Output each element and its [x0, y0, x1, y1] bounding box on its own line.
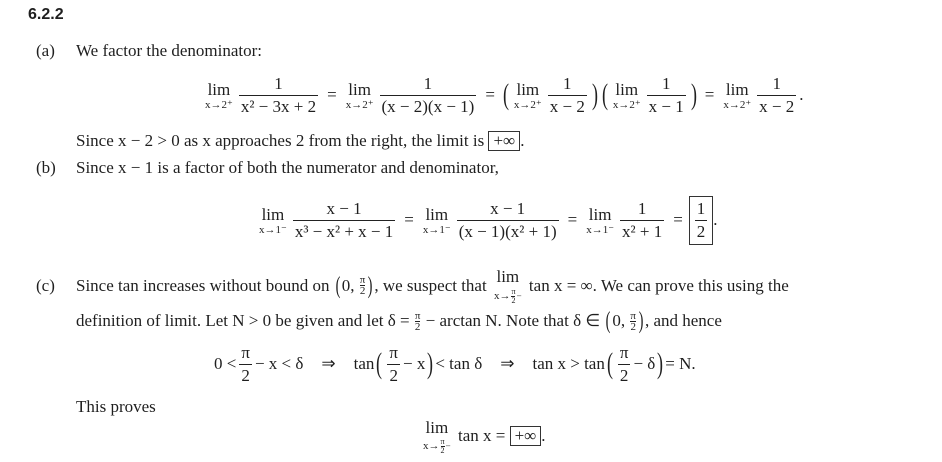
part-b-intro: Since x − 1 is a factor of both the numerator and denominator, [76, 158, 499, 177]
part-a-intro-line [36, 40, 262, 62]
pi-over-2: π 2 [630, 309, 636, 333]
part-c-final: lim x→ π 2 − tan x = +∞ . [423, 417, 546, 455]
implies-arrow: ⇒ [500, 354, 515, 373]
part-b-intro-line [36, 157, 499, 179]
limit-operator: lim x→1⁻ [259, 204, 287, 236]
pi-over-2: $\frac{\pi}{2}$ [414, 309, 421, 333]
limit-operator: lim x→ π 2 − [493, 267, 522, 305]
equals-sign: = [567, 210, 578, 229]
limit-operator: lim x→1⁻ [586, 204, 615, 236]
left-paren: ( [601, 78, 608, 111]
equals-sign: = [327, 85, 337, 104]
fraction: $\frac{\pi}{2}$ [241, 342, 250, 385]
limit-operator: lim x→1⁻ [422, 204, 451, 236]
left-paren: ( [502, 78, 509, 111]
fraction: $\frac{1}{x - 2}$ [759, 73, 795, 116]
part-c-label: (c) [36, 275, 55, 295]
section-number: 6.2.2 [28, 6, 64, 23]
boxed-answer: +∞ [488, 131, 520, 151]
part-a-conclusion: Since x − 2 > 0 as x approaches 2 from the right, the limit is +∞ . [76, 131, 525, 150]
part-c-inequality: 0 < $\frac{\pi}{2}$ − x < δ ⇒ tan ( $\frac{\pi}{2}$ − x ) < tan δ ⇒ tan x > tan ( $\frac{\pi}{2}$ − δ ) = N. [214, 342, 696, 385]
limit-operator: lim x→2⁺ [513, 79, 542, 111]
fraction: $\frac{\pi}{2}$ [389, 342, 398, 385]
pi-over-2: π 2 [359, 274, 366, 297]
limit-operator: lim x→2⁺ [723, 79, 752, 111]
equals-sign: = [485, 85, 495, 104]
period: . [799, 85, 804, 104]
equals-sign: = [704, 85, 715, 104]
part-c-line2: definition of limit. Let N > 0 be given and let δ = $\frac{\pi}{2}$ − arctan N. Note that δ ∈ ( 0, π 2 ) , and hence [76, 308, 722, 334]
part-a-label: (a) [36, 41, 55, 60]
fraction: $\frac{x - 1}{\text{x³ − x² + x − 1}}$ [294, 198, 394, 241]
limit-operator: lim x→ π 2 − [423, 417, 451, 455]
fraction: $\frac{\pi}{2}$ [619, 342, 629, 385]
equals-sign: = [404, 210, 414, 229]
boxed-answer: +∞ [510, 426, 542, 446]
equals-sign: = [673, 210, 683, 229]
fraction: $\frac{1}{x - 1}$ [648, 73, 684, 116]
limit-operator: lim x→2⁺ [345, 79, 374, 111]
fraction: $\frac{1}{\text{x² − 3x + 2}}$ [240, 73, 317, 116]
part-b-equation: lim x→1⁻ $\frac{x - 1}{\text{x³ − x² + x − 1}}$ = lim x→1⁻ $\frac{x - 1}{\text{(x − 1)(x² + 1)}}$ = lim x→1⁻ $\frac{1}{\text{x² + 1}}$ = $\frac{1}{2}$ . [256, 195, 718, 245]
right-paren: ) [690, 78, 697, 111]
implies-arrow: ⇒ [321, 354, 336, 373]
boxed-answer: $\frac{1}{2}$ [689, 196, 714, 245]
limit-operator: lim x→2⁺ [612, 79, 641, 111]
part-c-line1: (c) Since tan increases without bound on ( 0, π 2 ) , we suspect that lim x→ π 2 − tan x = ∞. We can prove this using the [36, 267, 789, 305]
part-a-intro: We factor the denominator: [76, 41, 263, 60]
fraction: $\frac{x - 1}{\text{(x − 1)(x² + 1)}}$ [458, 198, 557, 241]
limit-operator: lim x→2⁺ [205, 79, 233, 111]
part-a-equation [202, 70, 803, 120]
right-paren: ) [591, 78, 598, 111]
fraction: $\frac{1}{\text{x² + 1}}$ [622, 198, 663, 241]
fraction: $\frac{1}{(x - 2)(x - 1)}$ [381, 73, 475, 116]
part-c-proves: This proves [76, 397, 156, 416]
fraction: $\frac{1}{x - 2}$ [549, 73, 585, 116]
part-b-label: (b) [36, 158, 56, 177]
